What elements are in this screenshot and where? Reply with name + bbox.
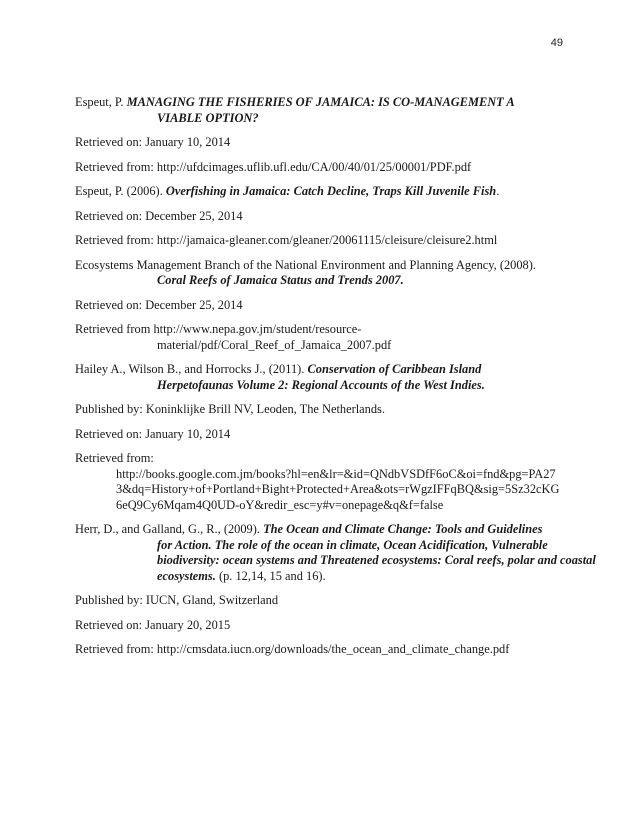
- reference-title: MANAGING THE FISHERIES OF JAMAICA: IS CO-MANAGEMENT A: [126, 95, 515, 109]
- reference-author: Hailey A., Wilson B., and Horrocks J., (2011).: [75, 362, 308, 376]
- reference-entry: [75, 95, 570, 126]
- retrieved-from: Retrieved from: http://cmsdata.iucn.org/downloads/the_ocean_and_climate_change.pdf: [75, 642, 510, 656]
- reference-entry: [75, 362, 570, 393]
- reference-list: [75, 95, 596, 667]
- retrieved-on: Retrieved on: December 25, 2014: [75, 208, 243, 223]
- published-by: Published by: IUCN, Gland, Switzerland: [75, 593, 279, 607]
- reference-author: Herr, D., and Galland, G., R., (2009).: [75, 522, 264, 536]
- retrieved-from-line-1: Retrieved from http://www.nepa.gov.jm/student/resource-: [75, 322, 362, 336]
- reference-title-continued: for Action. The role of the ocean in climate, Ocean Acidification, Vulnerable: [157, 537, 548, 552]
- retrieved-on: Retrieved on: January 20, 2015: [75, 617, 231, 632]
- retrieved-from-url-line-1: http://books.google.com.jm/books?hl=en&lr=&id=QNdbVSDfF6oC&oi=fnd&pg=PA27: [116, 466, 556, 481]
- reference-pages: (p. 12,14, 15 and 16).: [215, 568, 326, 583]
- retrieved-from-label: Retrieved from:: [75, 451, 154, 465]
- retrieved-on: Retrieved on: January 10, 2014: [75, 135, 231, 149]
- reference-title: Overfishing in Jamaica: Catch Decline, Traps Kill Juvenile Fish: [165, 184, 497, 198]
- reference-title-continued: ecosystems.: [157, 568, 216, 583]
- reference-author: Ecosystems Management Branch of the National Environment and Planning Agency, (2008).: [75, 257, 536, 272]
- reference-title: Coral Reefs of Jamaica Status and Trends 2007.: [157, 273, 404, 287]
- retrieved-from: Retrieved from: http://jamaica-gleaner.com/gleaner/20061115/cleisure/cleisure2.html: [75, 233, 498, 247]
- retrieved-from: Retrieved from: http://ufdcimages.uflib.ufl.edu/CA/00/40/01/25/00001/PDF.pdf: [75, 159, 472, 174]
- reference-entry: [75, 258, 570, 289]
- reference-title-continued: biodiversity: ocean systems and Threatened ecosystems: Coral reefs, polar and coastal: [157, 553, 596, 567]
- retrieved-from-url-line-3: 6eQ9Cy6Mqam4Q0UD-oY&redir_esc=y#v=onepage&q&f=false: [116, 497, 444, 512]
- reference-title-continued: VIABLE OPTION?: [157, 110, 259, 125]
- retrieved-from: [75, 322, 570, 353]
- reference-title: The Ocean and Climate Change: Tools and Guidelines: [263, 522, 543, 536]
- retrieved-from: [75, 451, 570, 513]
- reference-entry: [75, 522, 596, 584]
- retrieved-from-url-line-2: 3&dq=History+of+Portland+Bight+Protected+Area&ots=rWgzIFFqBQ&sig=5Sz32cKG: [116, 482, 560, 496]
- page-number: 49: [550, 37, 563, 49]
- published-by: Published by: Koninklijke Brill NV, Leoden, The Netherlands.: [75, 402, 385, 416]
- reference-entry: [75, 184, 570, 200]
- reference-title: Conservation of Caribbean Island: [307, 362, 482, 376]
- retrieved-on: Retrieved on: January 10, 2014: [75, 426, 231, 441]
- reference-author: Espeut, P.: [75, 95, 127, 109]
- retrieved-on: Retrieved on: December 25, 2014: [75, 297, 243, 312]
- retrieved-from-line-2: material/pdf/Coral_Reef_of_Jamaica_2007.pdf: [157, 337, 392, 352]
- reference-period: .: [496, 184, 500, 198]
- reference-author: Espeut, P. (2006).: [75, 184, 166, 198]
- reference-title-continued: Herpetofaunas Volume 2: Regional Accounts of the West Indies.: [157, 377, 485, 392]
